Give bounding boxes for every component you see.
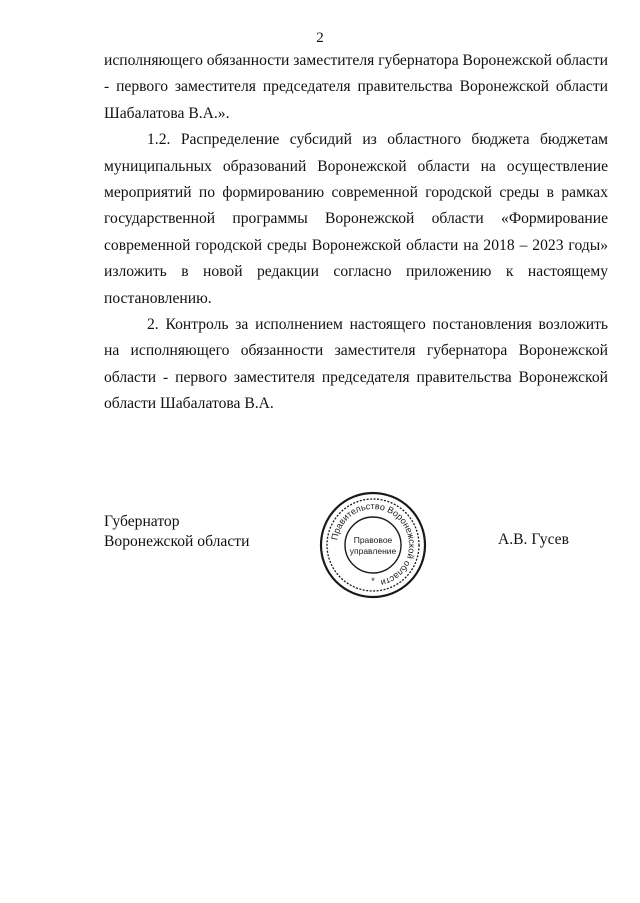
paragraph-1-2: 1.2. Распределение субсидий из областного бюджета бюджетам муниципальных образований Воронежской области на осуществление мероприятий по формированию современной городской среды в рамках государственной программы Воронежской области «Формирование современной городской среды Воронежской области на 2018 – 2023 годы» изложить в новой редакции согласно приложению к настоящему постановлению. [104,131,608,307]
paragraph-continuation: исполняющего обязанности заместителя губернатора Воронежской области - первого заместителя председателя правительства Воронежской области Шабалатова В.А.». [104,52,608,122]
seal-star-mark: * [371,576,375,586]
signature-title [104,512,249,552]
seal-center-line-1: Правовое [353,535,393,545]
document-body [104,48,608,418]
seal-center-line-2: управление [349,546,397,556]
signatory-name: А.В. Гусев [498,531,569,548]
seal-graphic [318,490,428,600]
signature-title-line-1: Губернатор [104,513,180,530]
signature-title-line-2: Воронежской области [104,533,250,550]
paragraph-2: 2. Контроль за исполнением настоящего постановления возложить на исполняющего обязанности заместителя губернатора Воронежской области - первого заместителя председателя правительства Воронежской области Шабалатова В.А. [104,316,608,413]
seal-ring-text: Правительство Воронежской области [329,500,418,589]
official-seal-stamp [318,490,428,600]
page-number: 2 [316,30,324,46]
